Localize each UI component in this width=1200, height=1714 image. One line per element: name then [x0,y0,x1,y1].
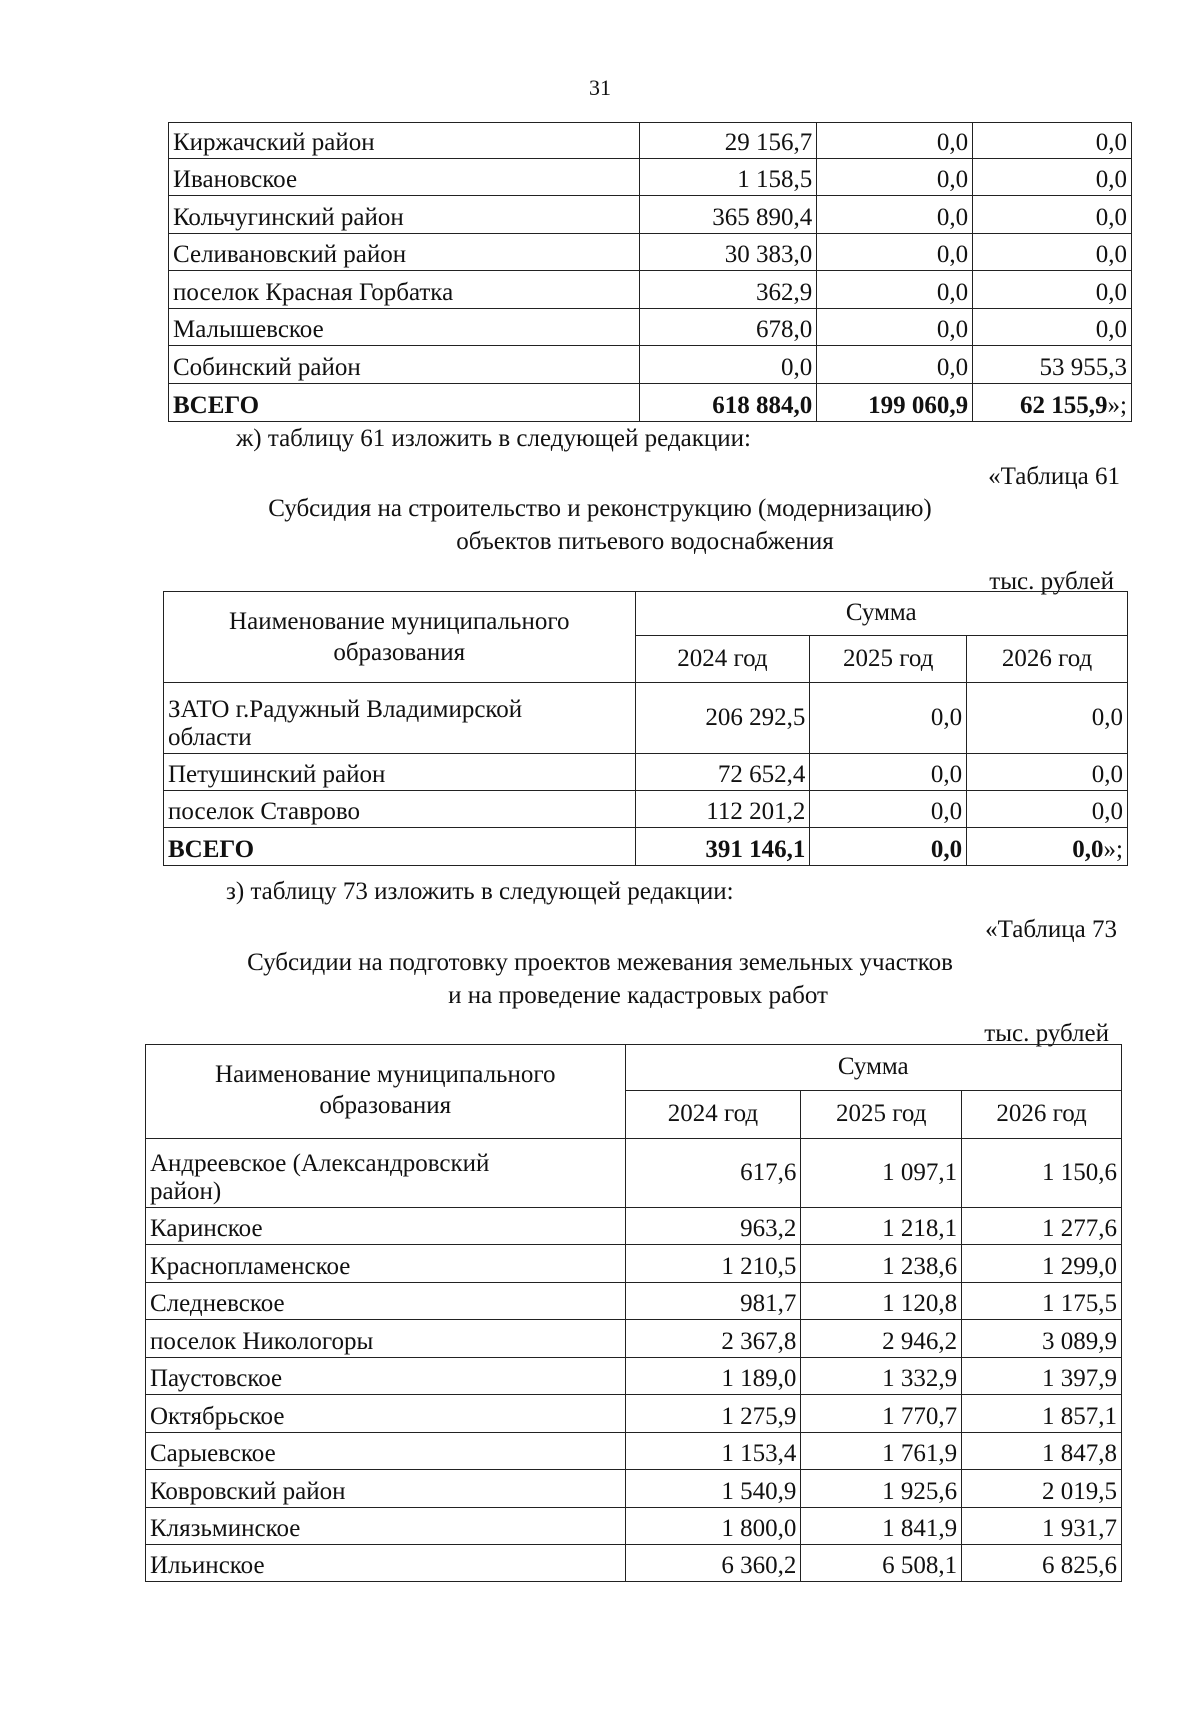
row-name: Малышевское [169,309,640,346]
table-row [169,159,1132,196]
value-2026: 1 175,5 [962,1283,1122,1320]
value-2024: 6 360,2 [625,1545,801,1582]
table-row [146,1358,1122,1395]
total-2026-value: 62 155,9 [1020,392,1108,420]
header-sum: Сумма [635,592,1127,636]
value-2026: 1 397,9 [962,1358,1122,1395]
table-row [164,683,1128,754]
table-row [146,1508,1122,1545]
value-2025: 1 120,8 [801,1283,962,1320]
closing-quote: »; [1107,392,1127,420]
row-name: Ильинское [146,1545,626,1582]
table-row [146,1283,1122,1320]
header-name-line1: Наименование муниципального [229,608,570,635]
header-name-line2: образования [319,1092,452,1120]
table-61-units: тыс. рублей [989,568,1114,595]
value-2026: 0,0 [973,159,1132,196]
value-2026: 1 299,0 [962,1245,1122,1283]
value-2025: 0,0 [817,196,973,234]
value-2025: 1 761,9 [801,1433,962,1470]
row-name: Клязьминское [146,1508,626,1545]
table-73 [145,1044,1122,1582]
header-year-2026: 2026 год [967,636,1128,683]
value-2025: 0,0 [817,346,973,384]
value-2026: 0,0 [967,791,1128,828]
row-name: Ивановское [169,159,640,196]
total-2026 [967,828,1128,866]
value-2024: 2 367,8 [625,1320,801,1358]
row-name: Паустовское [146,1358,626,1395]
row-name: Ковровский район [146,1470,626,1508]
header-name [146,1045,626,1139]
row-name [164,683,636,754]
value-2026: 0,0 [973,309,1132,346]
value-2024: 1 210,5 [625,1245,801,1283]
table-row [146,1139,1122,1208]
value-2024: 206 292,5 [635,683,810,754]
total-2024: 618 884,0 [640,384,817,422]
value-2024: 1 275,9 [625,1395,801,1433]
value-2024: 30 383,0 [640,234,817,271]
table-73-label: «Таблица 73 [985,916,1117,943]
row-name-line2: области [168,724,252,752]
value-2025: 0,0 [817,271,973,309]
table-61-label: «Таблица 61 [988,463,1120,490]
table-row [146,1395,1122,1433]
row-name: Каринское [146,1208,626,1245]
value-2026: 0,0 [973,123,1132,159]
total-2024: 391 146,1 [635,828,810,866]
value-2024: 678,0 [640,309,817,346]
table-61-title-line2: объектов питьевого водоснабжения [456,528,834,555]
table-row [146,1470,1122,1508]
value-2026: 53 955,3 [973,346,1132,384]
value-2025: 0,0 [810,683,967,754]
table-61-title-line1: Субсидия на строительство и реконструкцию (модернизацию) [268,495,932,522]
value-2024: 1 158,5 [640,159,817,196]
header-name-line1: Наименование муниципального [215,1061,556,1088]
table-row [146,1208,1122,1245]
value-2025: 0,0 [817,159,973,196]
value-2026: 0,0 [973,196,1132,234]
value-2025: 1 238,6 [801,1245,962,1283]
header-year-2025: 2025 год [801,1091,962,1139]
value-2024: 112 201,2 [635,791,810,828]
header-year-2024: 2024 год [625,1091,801,1139]
table-row [169,271,1132,309]
table-continuation [168,122,1132,422]
value-2025: 0,0 [817,234,973,271]
value-2024: 1 540,9 [625,1470,801,1508]
value-2026: 1 857,1 [962,1395,1122,1433]
row-name: Петушинский район [164,754,636,791]
row-name: Октябрьское [146,1395,626,1433]
table-row [169,123,1132,159]
table-61 [163,591,1128,866]
header-year-2024: 2024 год [635,636,810,683]
value-2024: 72 652,4 [635,754,810,791]
value-2025: 1 925,6 [801,1470,962,1508]
row-name: Следневское [146,1283,626,1320]
value-2024: 362,9 [640,271,817,309]
row-name: поселок Ставрово [164,791,636,828]
total-2026-value: 0,0 [1072,836,1104,864]
value-2026: 0,0 [967,683,1128,754]
value-2024: 981,7 [625,1283,801,1320]
header-name [164,592,636,683]
value-2024: 29 156,7 [640,123,817,159]
value-2025: 1 770,7 [801,1395,962,1433]
table-row [146,1245,1122,1283]
row-name: Сарыевское [146,1433,626,1470]
value-2026: 3 089,9 [962,1320,1122,1358]
value-2026: 1 277,6 [962,1208,1122,1245]
value-2026: 2 019,5 [962,1470,1122,1508]
value-2025: 0,0 [817,309,973,346]
value-2024: 0,0 [640,346,817,384]
total-2026 [973,384,1132,422]
value-2025: 1 841,9 [801,1508,962,1545]
value-2026: 1 847,8 [962,1433,1122,1470]
page-number: 31 [589,75,611,100]
value-2025: 1 097,1 [801,1139,962,1208]
value-2025: 1 218,1 [801,1208,962,1245]
table-73-title-line1: Субсидии на подготовку проектов межевания земельных участков [247,949,953,976]
row-name: поселок Красная Горбатка [169,271,640,309]
total-2025: 199 060,9 [817,384,973,422]
table-row [146,1545,1122,1582]
value-2025: 0,0 [810,754,967,791]
total-label: ВСЕГО [169,384,640,422]
value-2025: 0,0 [817,123,973,159]
instruction-table-61: ж) таблицу 61 изложить в следующей редакции: [236,425,751,452]
value-2026: 1 931,7 [962,1508,1122,1545]
value-2026: 0,0 [973,234,1132,271]
table-row [169,196,1132,234]
instruction-table-73: з) таблицу 73 изложить в следующей редакции: [226,878,734,905]
row-name: Кольчугинский район [169,196,640,234]
value-2026: 0,0 [967,754,1128,791]
table-row [169,234,1132,271]
value-2024: 1 800,0 [625,1508,801,1545]
total-2025: 0,0 [810,828,967,866]
value-2025: 0,0 [810,791,967,828]
table-row [146,1320,1122,1358]
row-name-line2: район) [150,1178,222,1206]
value-2024: 365 890,4 [640,196,817,234]
row-name: поселок Никологоры [146,1320,626,1358]
total-label: ВСЕГО [164,828,636,866]
header-sum: Сумма [625,1045,1121,1091]
header-year-2025: 2025 год [810,636,967,683]
value-2026: 0,0 [973,271,1132,309]
table-73-title-line2: и на проведение кадастровых работ [448,982,828,1009]
value-2024: 1 153,4 [625,1433,801,1470]
row-name: Киржачский район [169,123,640,159]
total-row [169,384,1132,422]
row-name: Краснопламенское [146,1245,626,1283]
header-year-2026: 2026 год [962,1091,1122,1139]
closing-quote: »; [1103,836,1123,864]
value-2025: 1 332,9 [801,1358,962,1395]
value-2026: 1 150,6 [962,1139,1122,1208]
row-name-line1: Андреевское (Александровский [150,1149,490,1177]
row-name: Селивановский район [169,234,640,271]
table-row [164,754,1128,791]
row-name [146,1139,626,1208]
table-row [169,346,1132,384]
row-name: Собинский район [169,346,640,384]
value-2024: 1 189,0 [625,1358,801,1395]
row-name-line1: ЗАТО г.Радужный Владимирской [168,695,523,723]
header-name-line2: образования [333,639,466,667]
table-row [146,1433,1122,1470]
table-row [164,791,1128,828]
value-2025: 6 508,1 [801,1545,962,1582]
value-2024: 617,6 [625,1139,801,1208]
value-2025: 2 946,2 [801,1320,962,1358]
total-row [164,828,1128,866]
table-row [169,309,1132,346]
value-2026: 6 825,6 [962,1545,1122,1582]
value-2024: 963,2 [625,1208,801,1245]
table-73-units: тыс. рублей [984,1020,1109,1047]
